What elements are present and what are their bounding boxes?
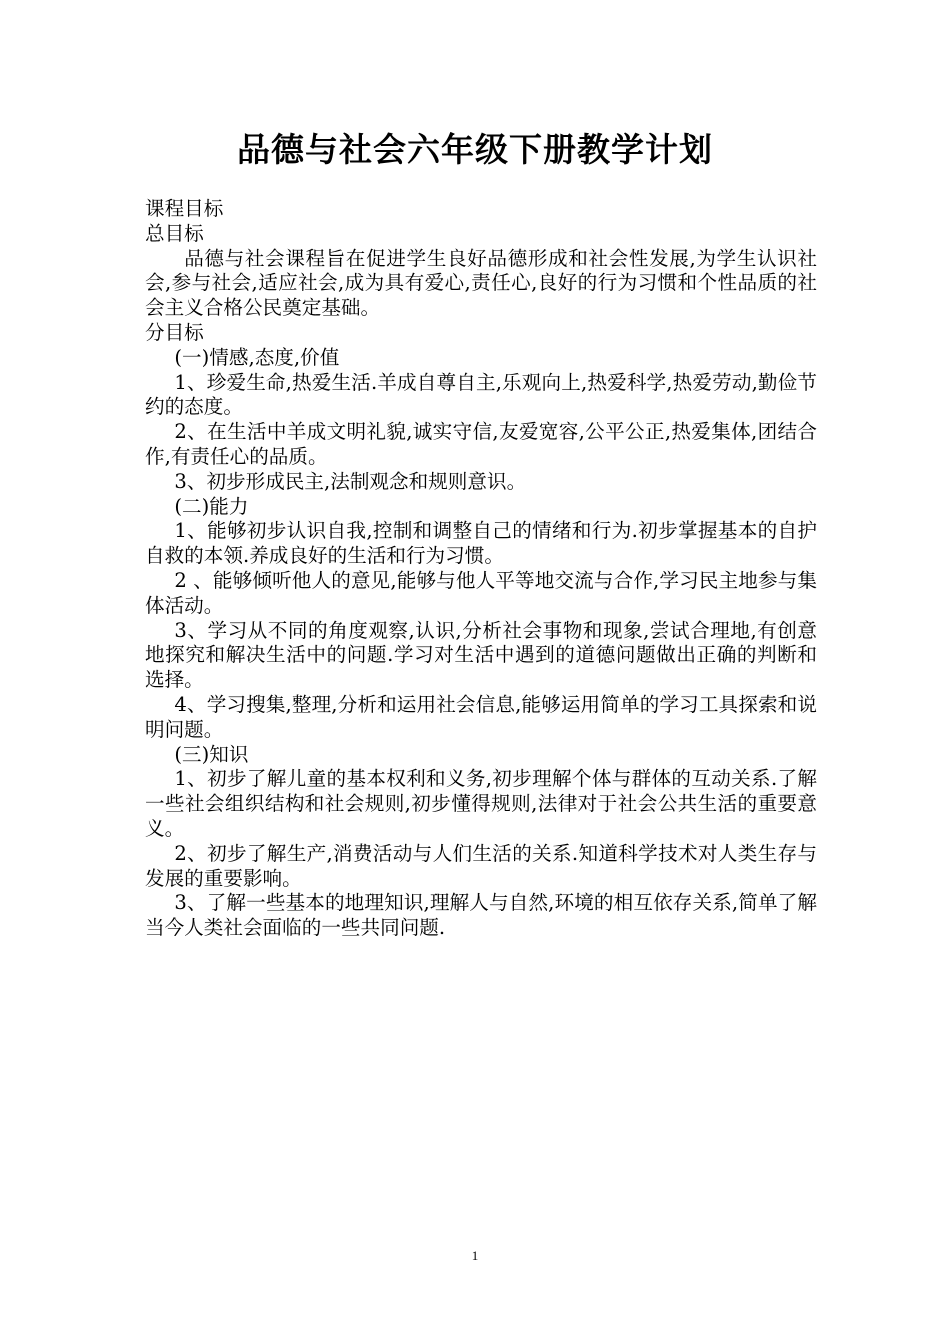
document-title: 品德与社会六年级下册教学计划 [237,130,713,169]
heading-course-goals: 课程目标 [145,197,224,220]
document-body [145,197,817,941]
list-item: 3、初步形成民主,法制观念和规则意识。 [174,469,527,493]
list-item: 3、学习从不同的角度观察,认识,分析社会事物和现象,尝试合理地,有创意地探究和解决生活中的问题.学习对生活中遇到的道德问题做出正确的判断和选择。 [145,618,817,692]
list-item: 2、初步了解生产,消费活动与人们生活的关系.知道科学技术对人类生存与发展的重要影响。 [145,841,817,890]
list-item: 1、能够初步认识自我,控制和调整自己的情绪和行为.初步掌握基本的自护自救的本领.养成良好的生活和行为习惯。 [145,519,817,568]
section-heading-knowledge: (三)知识 [174,742,249,766]
list-item: 1、珍爱生命,热爱生活.羊成自尊自主,乐观向上,热爱科学,热爱劳动,勤俭节约的态度。 [145,370,817,419]
list-item: 3、了解一些基本的地理知识,理解人与自然,环境的相互依存关系,简单了解当今人类社会面临的一些共同问题. [145,891,817,940]
heading-sub-goals: 分目标 [145,320,204,344]
overall-goal-paragraph: 品德与社会课程旨在促进学生良好品德形成和社会性发展,为学生认识社会,参与社会,适应社会,成为具有爱心,责任心,良好的行为习惯和个性品质的社会主义合格公民奠定基础。 [145,246,817,320]
list-item: 2、在生活中羊成文明礼貌,诚实守信,友爱宽容,公平公正,热爱集体,团结合作,有责任心的品质。 [145,420,817,468]
section-heading-emotion: (一)情感,态度,价值 [174,345,340,369]
list-item: 4、学习搜集,整理,分析和运用社会信息,能够运用简单的学习工具探索和说明问题。 [145,692,817,741]
list-item: 2 、能够倾听他人的意见,能够与他人平等地交流与合作,学习民主地参与集体活动。 [145,568,817,617]
page-number: 1 [471,1248,479,1263]
heading-overall-goal: 总目标 [145,221,204,245]
section-heading-ability: (二)能力 [174,494,249,518]
list-item: 1、初步了解儿童的基本权利和义务,初步理解个体与群体的互动关系.了解一些社会组织结构和社会规则,初步懂得规则,法律对于社会公共生活的重要意义。 [145,767,817,840]
